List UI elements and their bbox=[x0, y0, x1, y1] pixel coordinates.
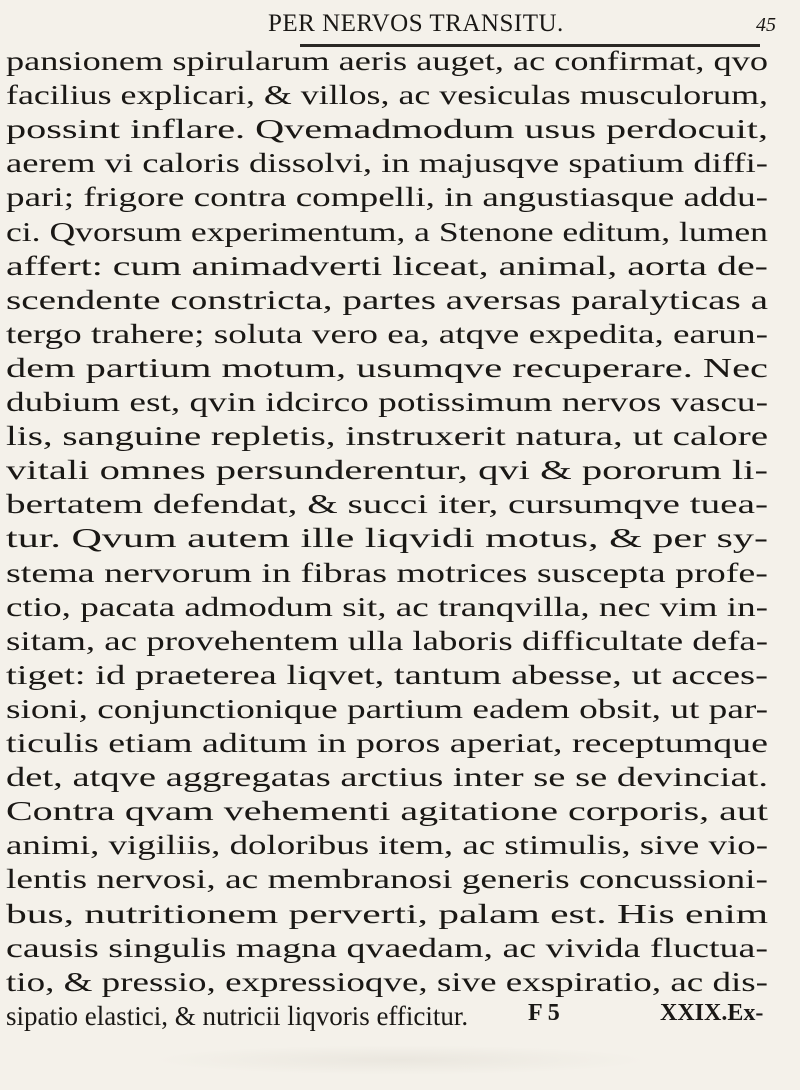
text-line bbox=[6, 146, 768, 180]
text-line-content: animi, vigiliis, doloribus item, ac stimulis, sive vio- bbox=[6, 830, 768, 861]
text-line-content: facilius explicari, & villos, ac vesiculas musculorum, bbox=[6, 80, 768, 111]
text-line-content: sitam, ac provehentem ulla laboris difficultate defa- bbox=[6, 625, 768, 656]
text-line-content: aerem vi caloris dissolvi, in majusqve spatium diffi- bbox=[6, 148, 768, 179]
text-line bbox=[6, 590, 768, 624]
text-line-content: stema nervorum in fibras motrices suscepta profe- bbox=[6, 557, 768, 588]
text-line-content: pansionem spirularum aeris auget, ac confirmat, qvo bbox=[6, 46, 768, 76]
text-line-content: scendente constricta, partes aversas paralyticas a bbox=[6, 284, 768, 315]
text-line-content: vitali omnes persunderentur, qvi & pororum li- bbox=[6, 455, 768, 486]
text-line bbox=[6, 556, 768, 590]
text-line-content: tergo trahere; soluta vero ea, atqve expedita, earun- bbox=[6, 318, 768, 349]
text-line bbox=[6, 44, 768, 78]
text-line-content: dubium est, qvin idcirco potissimum nervos vascu- bbox=[6, 387, 768, 417]
text-line-content: affert: cum animadverti liceat, animal, aorta de- bbox=[6, 250, 768, 281]
page-footer bbox=[0, 1000, 800, 1040]
text-line bbox=[6, 897, 768, 931]
text-line bbox=[6, 862, 768, 896]
running-head: PER NERVOS TRANSITU. bbox=[268, 10, 564, 37]
text-line-content: ci. Qvorsum experimentum, a Stenone editum, lumen bbox=[6, 216, 768, 247]
text-line bbox=[6, 351, 768, 385]
text-line bbox=[6, 215, 768, 249]
text-line bbox=[6, 658, 768, 692]
text-line bbox=[6, 624, 768, 658]
text-line-content: lis, sanguine repletis, instruxerit natura, ut calore bbox=[6, 421, 768, 452]
catchword: XXIX.Ex- bbox=[660, 1000, 764, 1026]
text-line bbox=[6, 385, 768, 419]
text-line bbox=[6, 453, 768, 487]
text-line-content: ticulis etiam aditum in poros aperiat, receptumque bbox=[6, 728, 768, 758]
text-line bbox=[6, 487, 768, 521]
text-line bbox=[6, 521, 768, 555]
text-line bbox=[6, 419, 768, 453]
page-header bbox=[0, 8, 800, 48]
text-line bbox=[6, 78, 768, 112]
text-line-content: dem partium motum, usumqve recuperare. Nec bbox=[6, 352, 768, 383]
text-line bbox=[6, 726, 768, 760]
text-line-content: sipatio elastici, & nutricii liqvoris efficitur. bbox=[6, 1000, 469, 1031]
signature-mark: F 5 bbox=[528, 1000, 560, 1026]
text-line bbox=[6, 249, 768, 283]
text-line-content: det, atqve aggregatas arctius inter se se devinciat. bbox=[6, 762, 768, 793]
text-line bbox=[6, 692, 768, 726]
text-line-content: lentis nervosi, ac membranosi generis concussioni- bbox=[6, 864, 768, 895]
text-line-content: tiget: id praeterea liqvet, tantum abesse, ut acces- bbox=[6, 659, 768, 690]
text-line-content: ctio, pacata admodum sit, ac tranqvilla, nec vim in- bbox=[6, 591, 768, 622]
paper-stain bbox=[150, 1045, 650, 1075]
text-line-content: tio, & pressio, expressioqve, sive exspiratio, ac dis- bbox=[6, 966, 768, 997]
text-line-content: Contra qvam vehementi agitatione corporis, aut bbox=[6, 796, 768, 827]
text-line bbox=[6, 180, 768, 214]
text-line-content: sioni, conjunctionique partium eadem obsit, ut par- bbox=[6, 693, 768, 724]
text-line bbox=[6, 760, 768, 794]
text-line-content: tur. Qvum autem ille liqvidi motus, & per sy- bbox=[6, 523, 768, 554]
text-line-content: causis singulis magna qvaedam, ac vivida fluctua- bbox=[6, 932, 768, 963]
text-line bbox=[6, 931, 768, 965]
text-line-content: bertatem defendat, & succi iter, cursumqve tuea- bbox=[6, 489, 768, 520]
text-line bbox=[6, 828, 768, 862]
text-line bbox=[6, 794, 768, 828]
text-line-content: bus, nutritionem perverti, palam est. His enim bbox=[6, 898, 768, 929]
text-line bbox=[6, 965, 768, 999]
page-number: 45 bbox=[756, 14, 776, 36]
text-line-content: pari; frigore contra compelli, in angustiasque addu- bbox=[6, 182, 768, 213]
text-line bbox=[6, 317, 768, 351]
text-line bbox=[6, 112, 768, 146]
text-line bbox=[6, 283, 768, 317]
text-line-content: possint inflare. Qvemadmodum usus perdocuit, bbox=[6, 114, 768, 145]
